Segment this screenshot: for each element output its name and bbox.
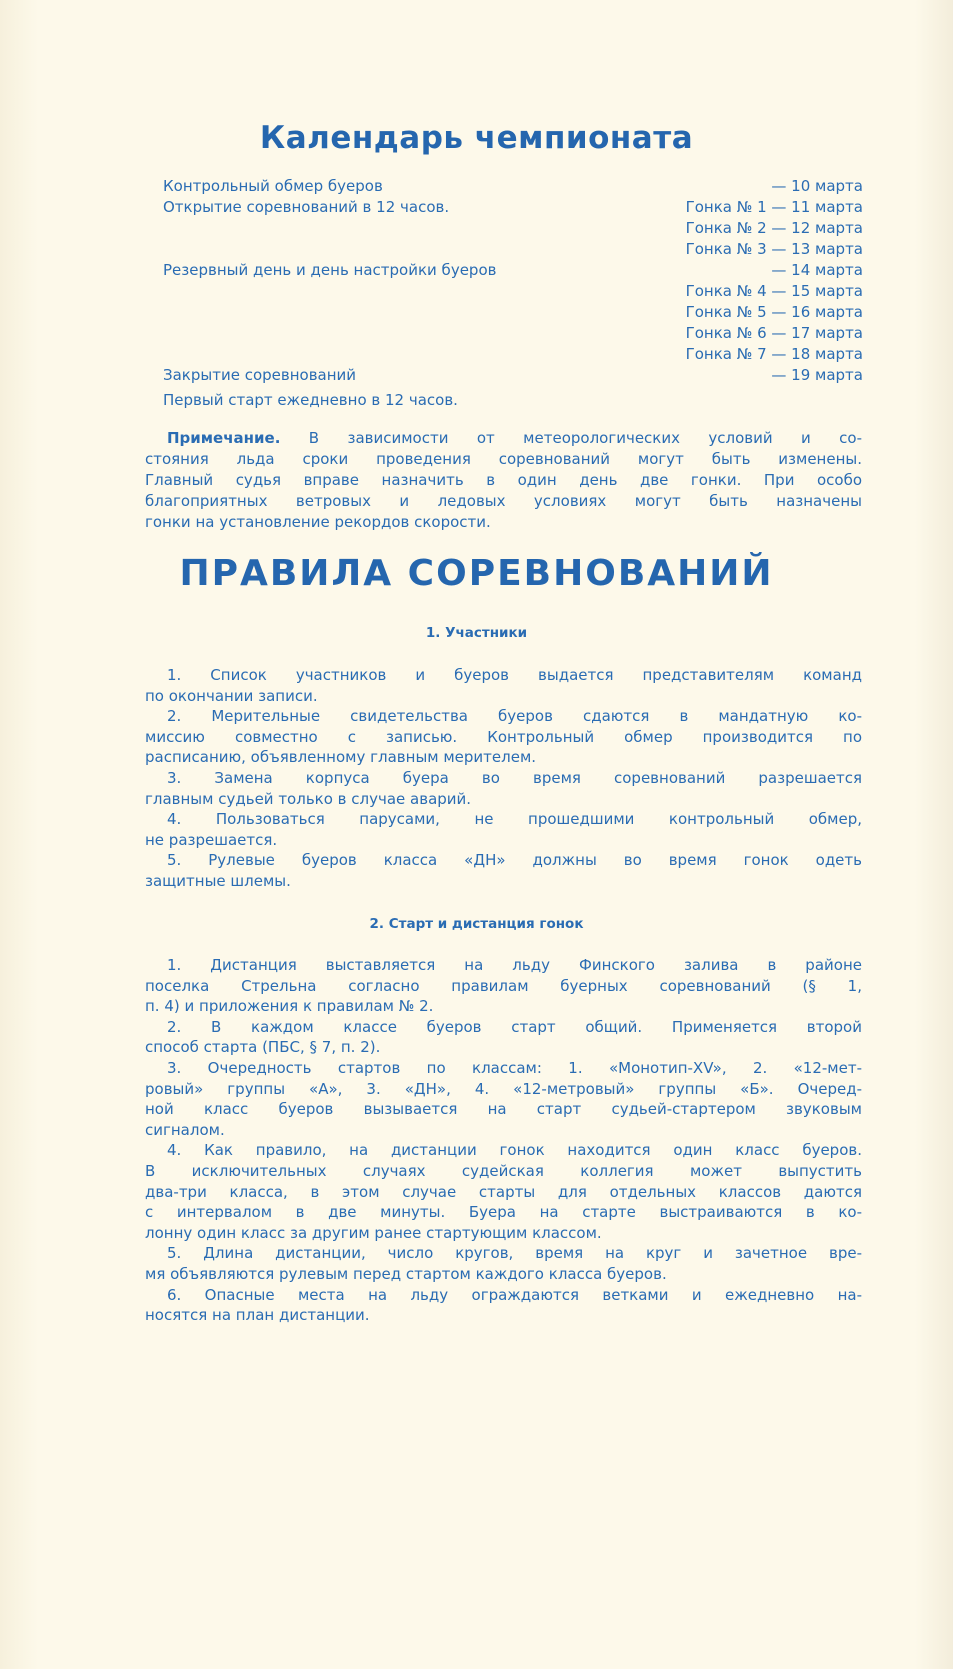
calendar-title: Календарь чемпионата <box>259 120 694 156</box>
rule-paragraph <box>145 665 862 706</box>
note-line: благоприятных ветровых и ледовых условиях могут быть назначены <box>145 492 862 510</box>
rule-line: 3. Замена корпуса буера во время соревнований разрешается <box>167 768 862 787</box>
section-start-distance-body <box>145 955 862 1326</box>
calendar-row <box>163 176 863 197</box>
section-heading-start-distance: 2. Старт и дистанция гонок <box>369 916 584 932</box>
rule-line: способ старта (ПБС, § 7, п. 2). <box>145 1038 381 1057</box>
calendar-date: Гонка № 6 — 17 марта <box>685 324 863 342</box>
rule-line: с интервалом в две минуты. Буера на старте выстраиваются в ко- <box>145 1203 862 1222</box>
calendar-row <box>163 281 863 302</box>
first-start-note: Первый старт ежедневно в 12 часов. <box>163 391 458 409</box>
rule-line: В исключительных случаях судейская коллегия может выпустить <box>145 1161 862 1180</box>
rule-paragraph <box>145 1058 862 1140</box>
calendar-row <box>163 239 863 260</box>
rule-line: 2. Мерительные свидетельства буеров сдаются в мандатную ко- <box>167 707 862 726</box>
calendar-event: Закрытие соревнований <box>163 366 357 384</box>
calendar-row <box>163 344 863 365</box>
calendar-date: Гонка № 4 — 15 марта <box>685 282 863 300</box>
calendar-date: — 10 марта <box>771 177 863 195</box>
calendar-date: — 14 марта <box>771 261 863 279</box>
note-line <box>145 428 862 449</box>
rule-line: носятся на план дистанции. <box>145 1306 370 1325</box>
calendar-row <box>163 365 863 386</box>
section-heading-participants: 1. Участники <box>425 625 528 641</box>
calendar-date: Гонка № 1 — 11 марта <box>685 198 863 216</box>
calendar-row <box>163 323 863 344</box>
calendar-date: Гонка № 2 — 12 марта <box>685 219 863 237</box>
rule-line: мя объявляются рулевым перед стартом каждого класса буеров. <box>145 1264 667 1283</box>
rule-paragraph <box>145 1140 862 1243</box>
calendar-date: Гонка № 5 — 16 марта <box>685 303 863 321</box>
calendar-date: Гонка № 3 — 13 марта <box>685 240 863 258</box>
rule-paragraph <box>145 1017 862 1058</box>
calendar-event: Открытие соревнований в 12 часов. <box>163 198 450 216</box>
calendar-row <box>163 218 863 239</box>
rule-paragraph <box>145 955 862 1017</box>
rule-paragraph <box>145 768 862 809</box>
rule-line: миссию совместно с записью. Контрольный обмер производится по <box>145 727 862 746</box>
rule-line: ровый» группы «А», 3. «ДН», 4. «12-метровый» группы «Б». Очеред- <box>145 1079 862 1098</box>
calendar-event: Контрольный обмер буеров <box>163 177 383 195</box>
calendar-row <box>163 197 863 218</box>
rule-line: п. 4) и приложения к правилам № 2. <box>145 997 434 1016</box>
rule-line: 4. Пользоваться парусами, не прошедшими контрольный обмер, <box>167 810 862 829</box>
rule-line: главным судьей только в случае аварий. <box>145 789 472 808</box>
rule-paragraph <box>145 1285 862 1326</box>
calendar-note <box>145 428 862 533</box>
rule-line: 5. Длина дистанции, число кругов, время на круг и зачетное вре- <box>167 1244 862 1263</box>
rule-line: 3. Очередность стартов по классам: 1. «Монотип-XV», 2. «12-мет- <box>167 1058 862 1077</box>
rule-paragraph <box>145 706 862 768</box>
rule-line: лонну один класс за другим ранее стартующим классом. <box>145 1223 602 1242</box>
calendar-date: — 19 марта <box>771 366 863 384</box>
rule-line: 4. Как правило, на дистанции гонок находится один класс буеров. <box>167 1141 862 1160</box>
calendar-event: Резервный день и день настройки буеров <box>163 261 497 279</box>
rule-line: 2. В каждом классе буеров старт общий. Применяется второй <box>167 1017 862 1036</box>
calendar-row <box>163 260 863 281</box>
note-text: В зависимости от метеорологических условий и со- <box>280 429 862 447</box>
note-line: Главный судья вправе назначить в один день две гонки. При особо <box>145 471 862 489</box>
rule-line: 6. Опасные места на льду ограждаются ветками и ежедневно на- <box>167 1285 862 1304</box>
rule-line: ной класс буеров вызывается на старт судьей-стартером звуковым <box>145 1100 862 1119</box>
rule-paragraph <box>145 1243 862 1284</box>
rule-line: 5. Рулевые буеров класса «ДН» должны во время гонок одеть <box>167 851 862 870</box>
calendar-schedule <box>163 176 863 386</box>
rule-line: 1. Дистанция выставляется на льду Финского залива в районе <box>167 956 862 974</box>
rule-line: 1. Список участников и буеров выдается представителям команд <box>167 666 862 684</box>
rule-line: поселка Стрельна согласно правилам буерных соревнований (§ 1, <box>145 976 862 995</box>
calendar-date: Гонка № 7 — 18 марта <box>685 345 863 363</box>
rule-line: по окончании записи. <box>145 686 318 705</box>
rule-line: не разрешается. <box>145 830 278 849</box>
section-participants-body <box>145 665 862 892</box>
note-line: стояния льда сроки проведения соревнований могут быть изменены. <box>145 450 862 468</box>
rule-line: два-три класса, в этом случае старты для отдельных классов даются <box>145 1182 862 1201</box>
rule-line: расписанию, объявленному главным мерителем. <box>145 748 537 767</box>
rule-line: защитные шлемы. <box>145 871 291 890</box>
rules-title: ПРАВИЛА СОРЕВНОВАНИЙ <box>179 553 774 594</box>
rule-paragraph <box>145 850 862 891</box>
calendar-row <box>163 302 863 323</box>
rule-line: сигналом. <box>145 1120 225 1139</box>
note-label: Примечание. <box>167 429 281 447</box>
rule-paragraph <box>145 809 862 850</box>
note-line: гонки на установление рекордов скорости. <box>145 513 491 531</box>
